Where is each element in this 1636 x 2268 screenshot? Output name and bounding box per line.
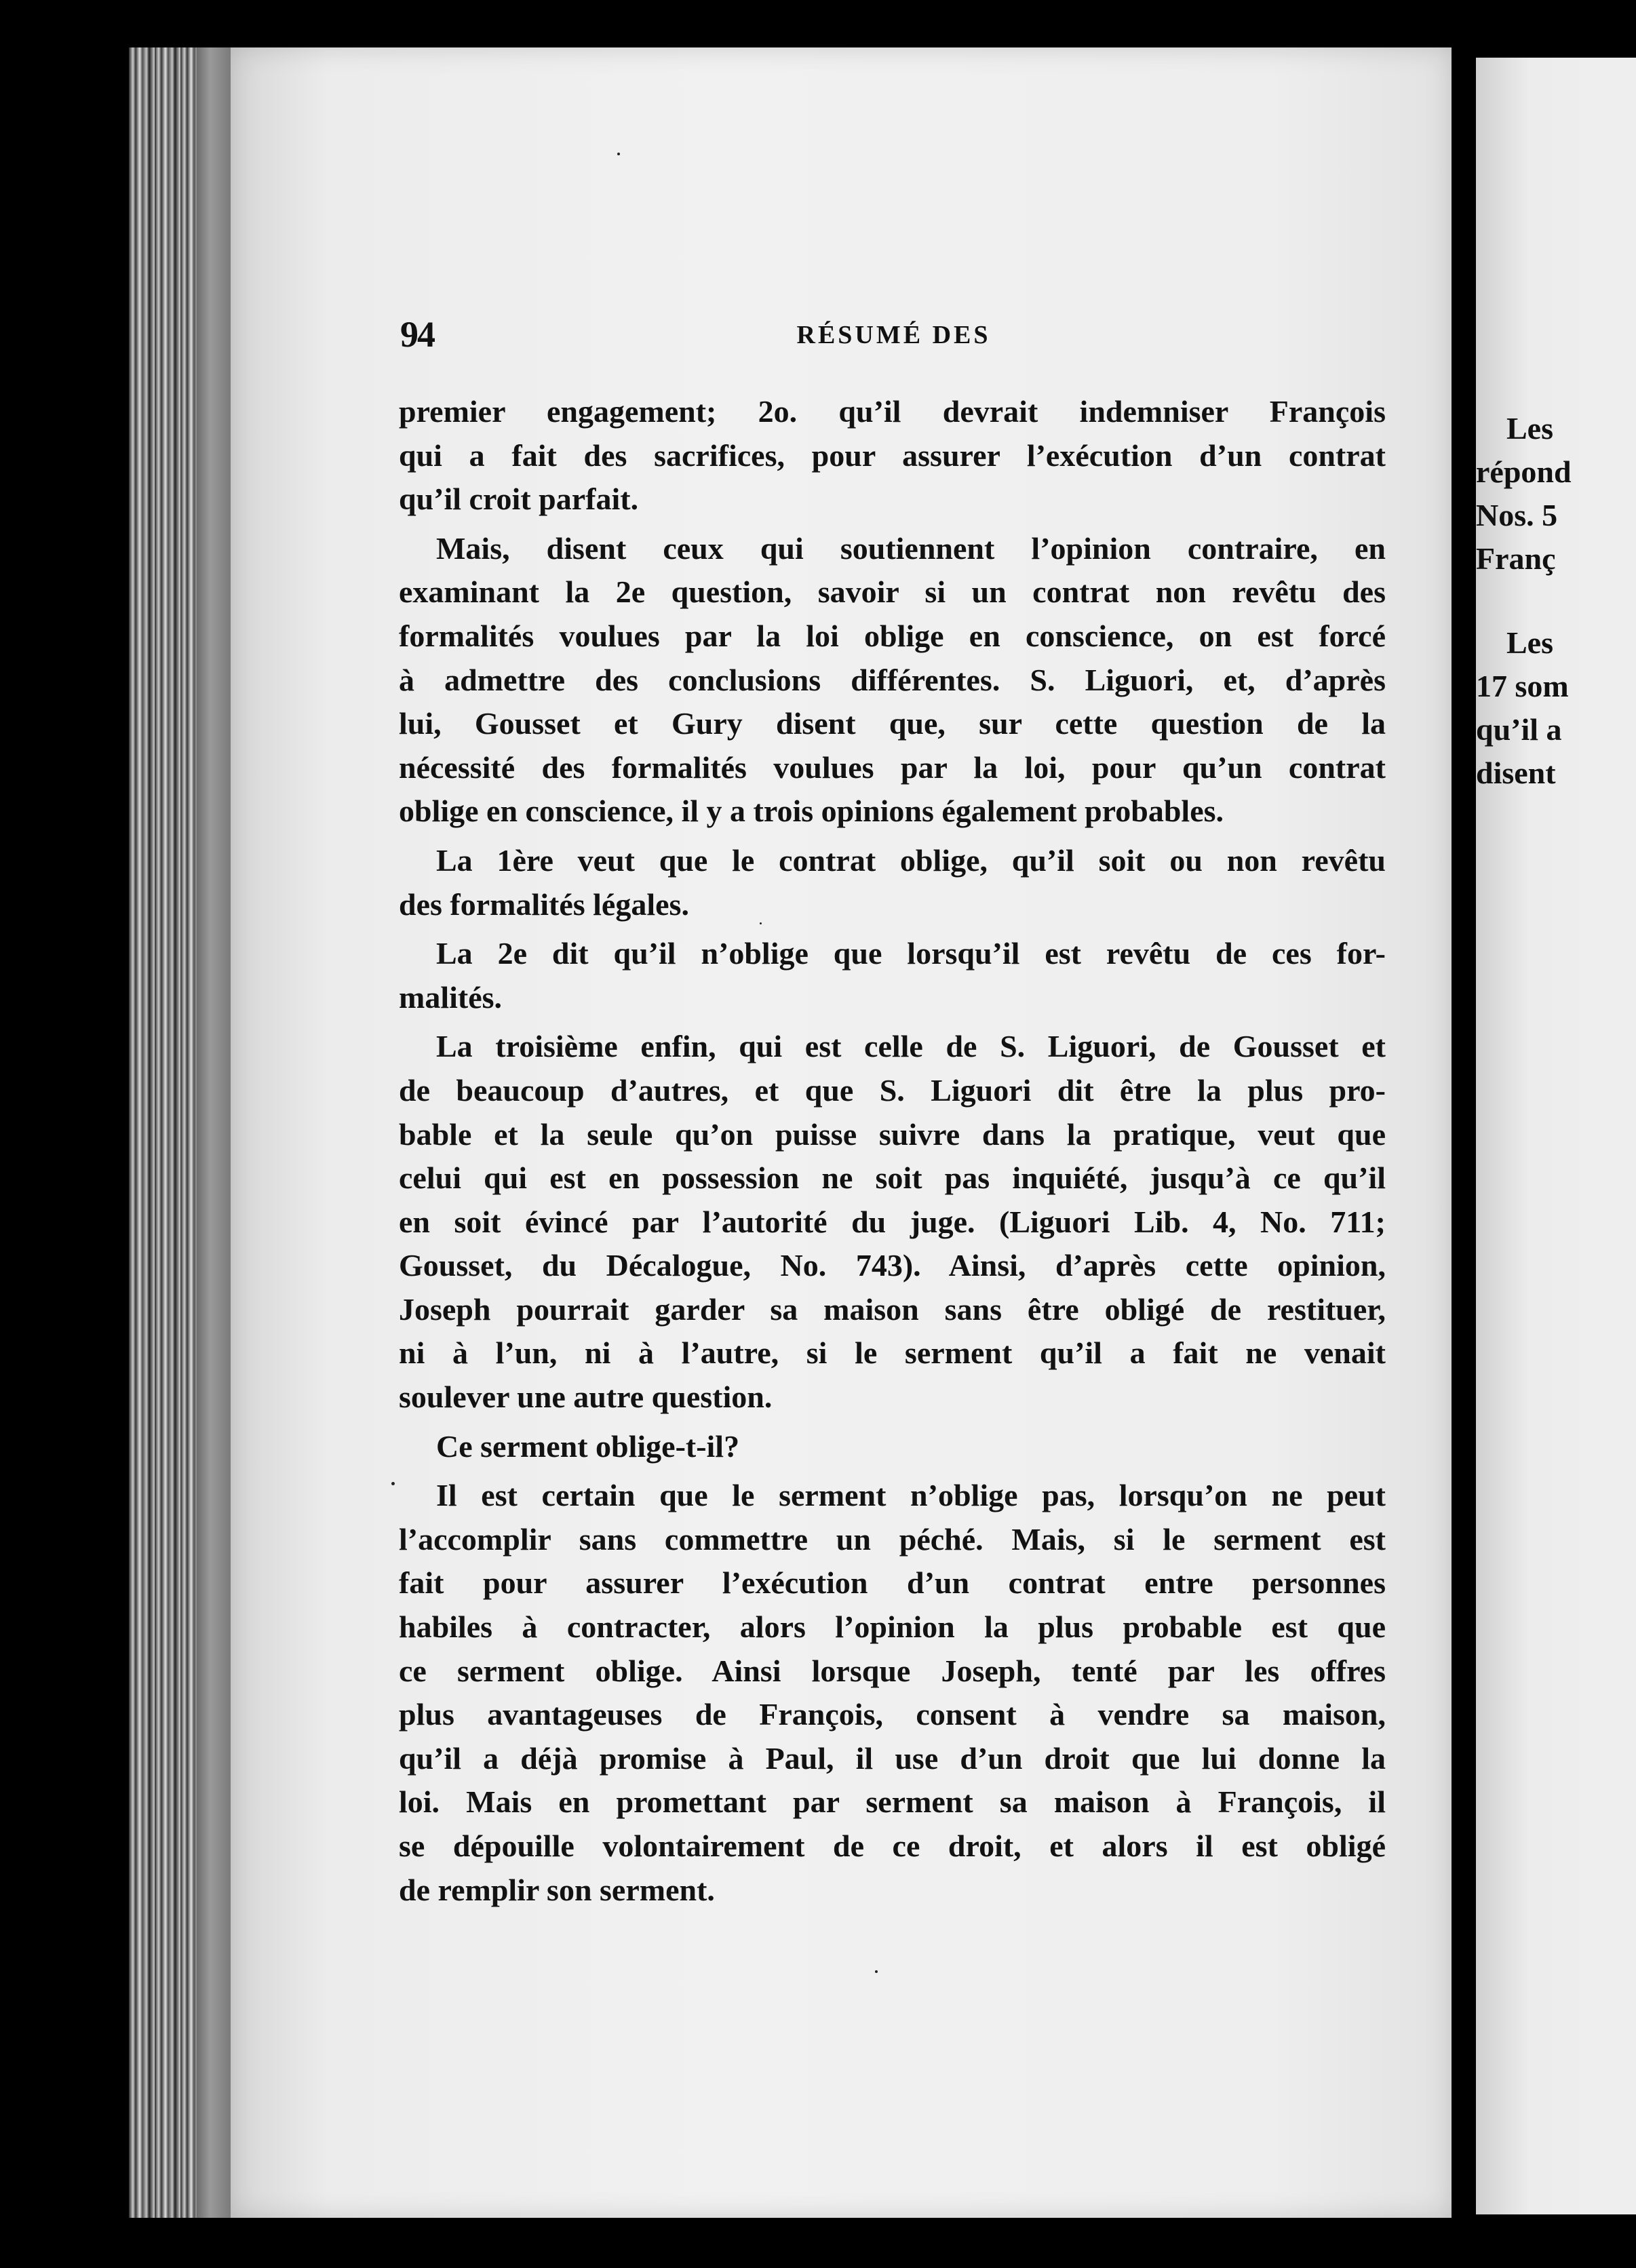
text-line: se dépouille volontairement de ce droit, et alors il est obligé (399, 1829, 1386, 1863)
scan-speck (617, 153, 620, 155)
scan-speck (760, 922, 762, 924)
text-line: ce serment oblige. Ainsi lorsque Joseph, tenté par les offres (399, 1653, 1386, 1688)
text-line: Il est certain que le serment n’oblige pas, lorsqu’on ne peut (436, 1478, 1386, 1513)
adjacent-page-block (1476, 621, 1636, 795)
text-line: malités. (399, 979, 503, 1015)
text-line: à admettre des conclusions différentes. S. Liguori, et, d’après (399, 662, 1386, 697)
paragraph (399, 932, 1386, 1019)
running-head: RÉSUMÉ DES (796, 321, 991, 349)
text-line: l’accomplir sans commettre un péché. Mais, si le serment est (399, 1521, 1386, 1557)
adjacent-page-block (1476, 407, 1636, 581)
text-line: Ce serment oblige-t-il? (436, 1428, 740, 1464)
page-number: 94 (400, 314, 434, 355)
text-line: fait pour assurer l’exécution d’un contrat entre personnes (399, 1565, 1386, 1601)
text-line: ni à l’un, ni à l’autre, si le serment qu’il a fait ne venait (399, 1335, 1386, 1371)
adjacent-text-line: répond (1476, 454, 1572, 489)
adjacent-text-line: 17 som (1476, 669, 1569, 703)
scan-speck (875, 1970, 878, 1973)
adjacent-text-line: Les (1506, 411, 1553, 446)
adjacent-page (1476, 58, 1636, 2214)
text-line: La 2e dit qu’il n’oblige que lorsqu’il est revêtu de ces for- (436, 936, 1386, 971)
adjacent-text-line: Nos. 5 (1476, 498, 1558, 532)
adjacent-text-line: Les (1506, 625, 1553, 660)
text-line: des formalités légales. (399, 886, 689, 922)
page-gutter (1452, 0, 1476, 2268)
text-line: en soit évincé par l’autorité du juge. (Liguori Lib. 4, No. 711; (399, 1204, 1386, 1239)
text-line: qui a fait des sacrifices, pour assurer l’exécution d’un contrat (399, 437, 1386, 473)
text-line: Joseph pourrait garder sa maison sans être obligé de restituer, (399, 1291, 1386, 1327)
adjacent-text-line: disent (1476, 756, 1556, 790)
text-line: de beaucoup d’autres, et que S. Liguori dit être la plus pro- (399, 1072, 1386, 1108)
body-text (399, 390, 1386, 1917)
text-line: La 1ère veut que le contrat oblige, qu’il soit ou non revêtu (436, 842, 1386, 878)
text-line: habiles à contracter, alors l’opinion la plus probable est que (399, 1609, 1386, 1645)
paragraph (399, 1474, 1386, 1912)
binding-shadow (197, 47, 231, 2218)
text-line: Gousset, du Décalogue, No. 743). Ainsi, d’après cette opinion, (399, 1248, 1386, 1283)
paragraph (399, 1425, 1386, 1469)
paragraph (399, 390, 1386, 522)
text-line: lui, Gousset et Gury disent que, sur cette question de la (399, 706, 1386, 741)
text-line: loi. Mais en promettant par serment sa maison à François, il (399, 1784, 1386, 1820)
adjacent-page-text (1476, 407, 1636, 795)
text-line: oblige en conscience, il y a trois opinions également probables. (399, 794, 1224, 829)
text-line: de remplir son serment. (399, 1872, 715, 1907)
text-line: La troisième enfin, qui est celle de S. Liguori, de Gousset et (436, 1029, 1386, 1064)
page-header (400, 313, 1387, 354)
paragraph (399, 839, 1386, 926)
text-line: qu’il a déjà promise à Paul, il use d’un droit que lui donne la (399, 1740, 1386, 1776)
adjacent-text-line: Franç (1476, 541, 1556, 576)
text-line: premier engagement; 2o. qu’il devrait indemniser François (399, 394, 1386, 429)
text-line: nécessité des formalités voulues par la loi, pour qu’un contrat (399, 749, 1386, 785)
paragraph (399, 1025, 1386, 1419)
scan-speck (391, 1482, 395, 1485)
text-line: formalités voulues par la loi oblige en conscience, on est forcé (399, 618, 1386, 653)
adjacent-text-line: qu’il a (1476, 712, 1562, 747)
text-line: Mais, disent ceux qui soutiennent l’opinion contraire, en (436, 530, 1386, 566)
text-line: qu’il croit parfait. (399, 482, 639, 517)
text-line: plus avantageuses de François, consent à vendre sa maison, (399, 1697, 1386, 1732)
text-line: soulever une autre question. (399, 1380, 773, 1415)
text-line: bable et la seule qu’on puisse suivre dans la pratique, veut que (399, 1116, 1386, 1152)
text-line: celui qui est en possession ne soit pas inquiété, jusqu’à ce qu’il (399, 1160, 1386, 1196)
paragraph (399, 527, 1386, 834)
text-line: examinant la 2e question, savoir si un contrat non revêtu des (399, 574, 1386, 610)
